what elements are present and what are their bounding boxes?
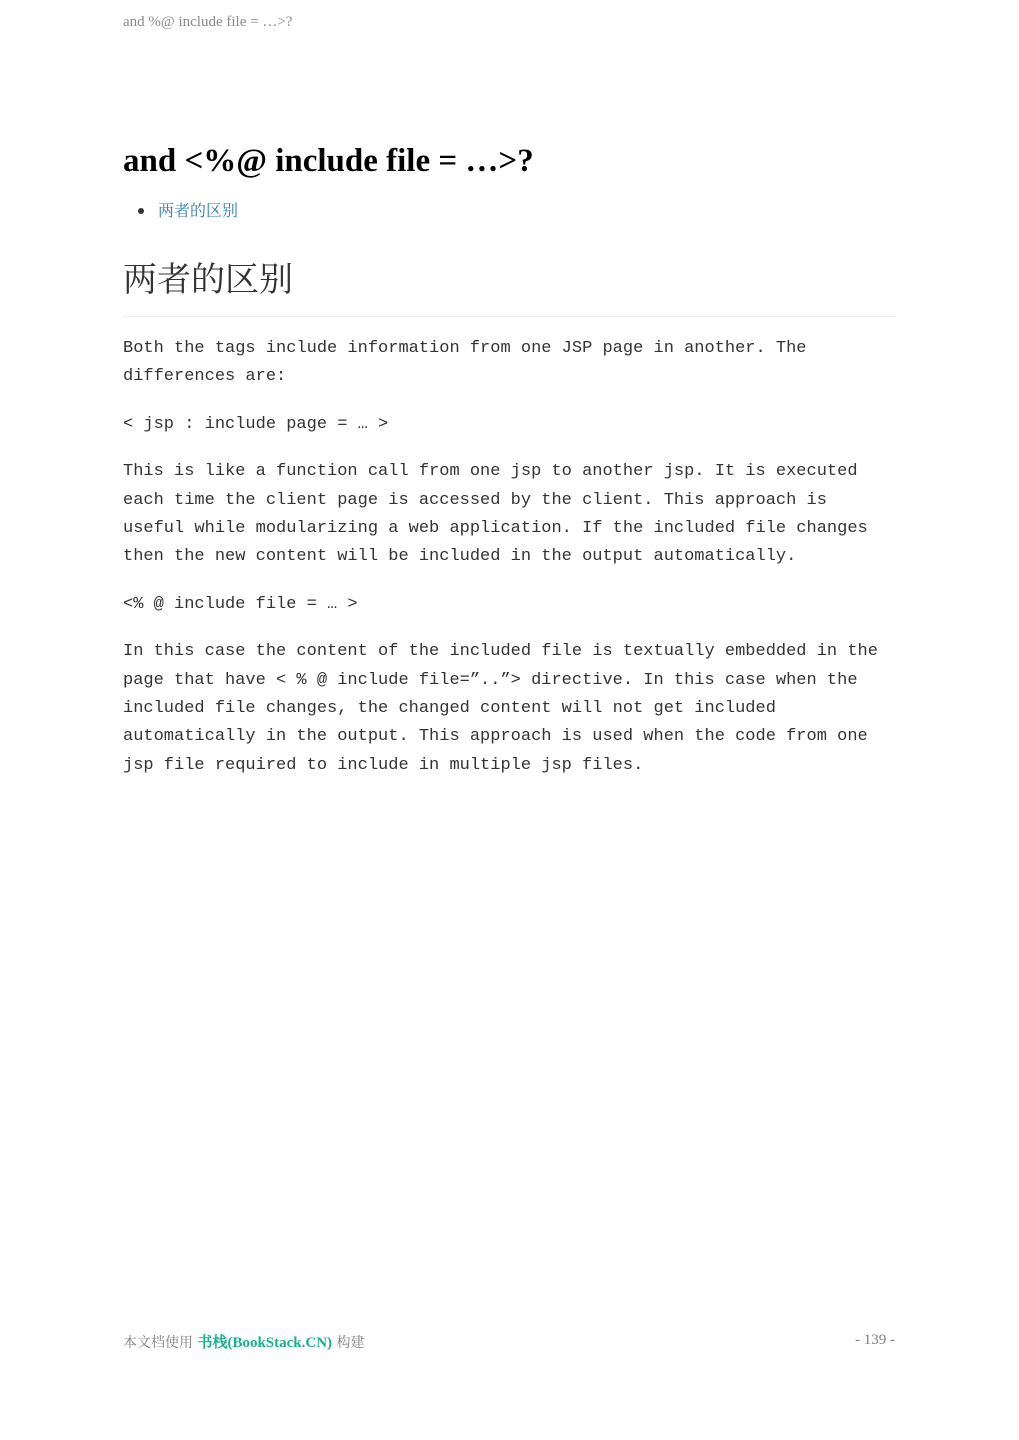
table-of-contents — [123, 200, 895, 222]
footer-credit — [123, 1331, 365, 1352]
paragraph-include-directive-description: In this case the content of the included file is textually embedded in the page that have < % @ include file=”..”> directive. In this case when the included file changes, the changed content will not get included automatically in the output. This approach is used when the code from one jsp file required to include in multiple jsp files. — [123, 642, 878, 775]
footer-prefix: 本文档使用 — [123, 1335, 198, 1351]
section-heading: 两者的区别 — [123, 258, 895, 317]
footer-brand-link[interactable]: 书栈(BookStack.CN) — [197, 1335, 333, 1351]
document-content — [123, 138, 895, 780]
page-title: and <%@ include file = …>? — [123, 143, 534, 179]
paragraph-jsp-include-description: This is like a function call from one jsp to another jsp. It is executed each time the client page is accessed by the client. This approach is useful while modularizing a web application. If the included file changes then the new content will be included in the output automatically. — [123, 462, 868, 567]
toc-link-differences[interactable]: 两者的区别 — [158, 201, 239, 220]
footer-suffix: 构建 — [332, 1335, 365, 1351]
toc-item — [123, 200, 895, 222]
paragraph-include-directive-tag: <% @ include file = … > — [123, 594, 358, 614]
paragraph-intro: Both the tags include information from one JSP page in another. The differences are: — [123, 339, 807, 387]
page-number: - 139 - — [855, 1332, 895, 1348]
bullet-icon — [138, 208, 144, 214]
paragraph-jsp-include-tag: < jsp : include page = … > — [123, 414, 389, 434]
running-header: and %@ include file = …>? — [123, 14, 293, 30]
